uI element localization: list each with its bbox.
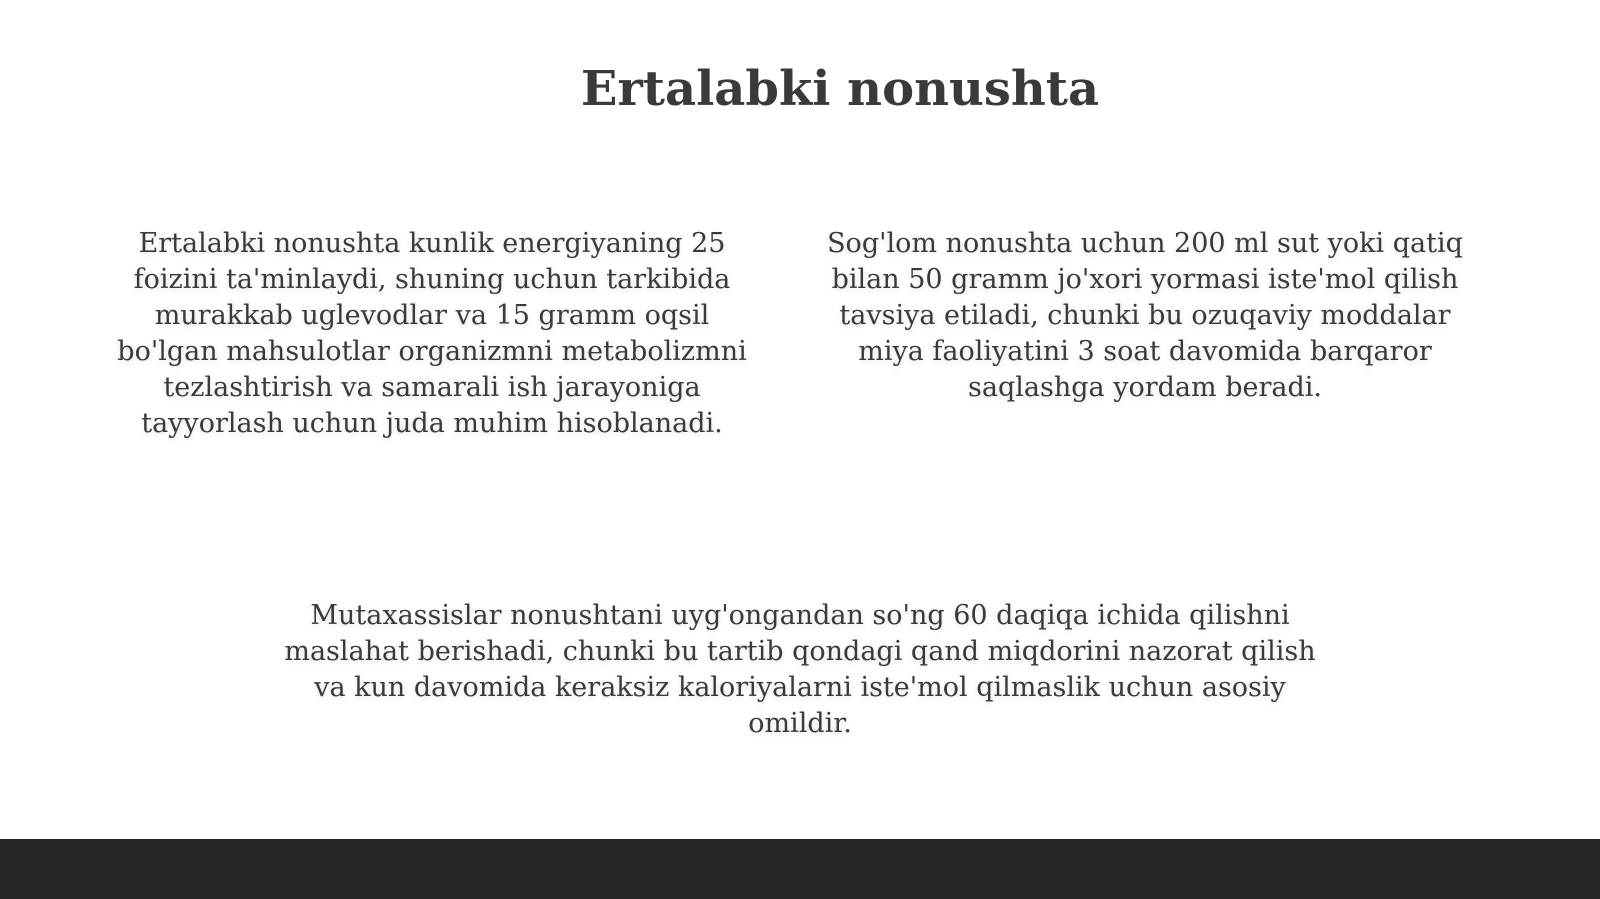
paragraph-right: Sog'lom nonushta uchun 200 ml sut yoki qatiq bilan 50 gramm jo'xori yormasi iste'mol qilish tavsiya etiladi, chunki bu ozuqaviy moddalar miya faoliyatini 3 soat davomida barqaror saqlashga yordam beradi. (827, 228, 1463, 403)
paragraph-left: Ertalabki nonushta kunlik energiyaning 25 foizini ta'minlaydi, shuning uchun tarkibida murakkab uglevodlar va 15 gramm oqsil bo'lgan mahsulotlar organizmni metabolizmni tezlashtirish va samarali ish jarayoniga tayyorlash uchun juda muhim hisoblanadi. (117, 228, 747, 439)
slide-title: Ertalabki nonushta (580, 61, 1100, 117)
footer-bar (0, 839, 1600, 899)
paragraph-bottom: Mutaxassislar nonushtani uyg'ongandan so'ng 60 daqiqa ichida qilishni maslahat berishadi, chunki bu tartib qondagi qand miqdorini nazorat qilish va kun davomida keraksiz kaloriyalarni iste'mol qilmaslik uchun asosiy omildir. (284, 600, 1316, 739)
